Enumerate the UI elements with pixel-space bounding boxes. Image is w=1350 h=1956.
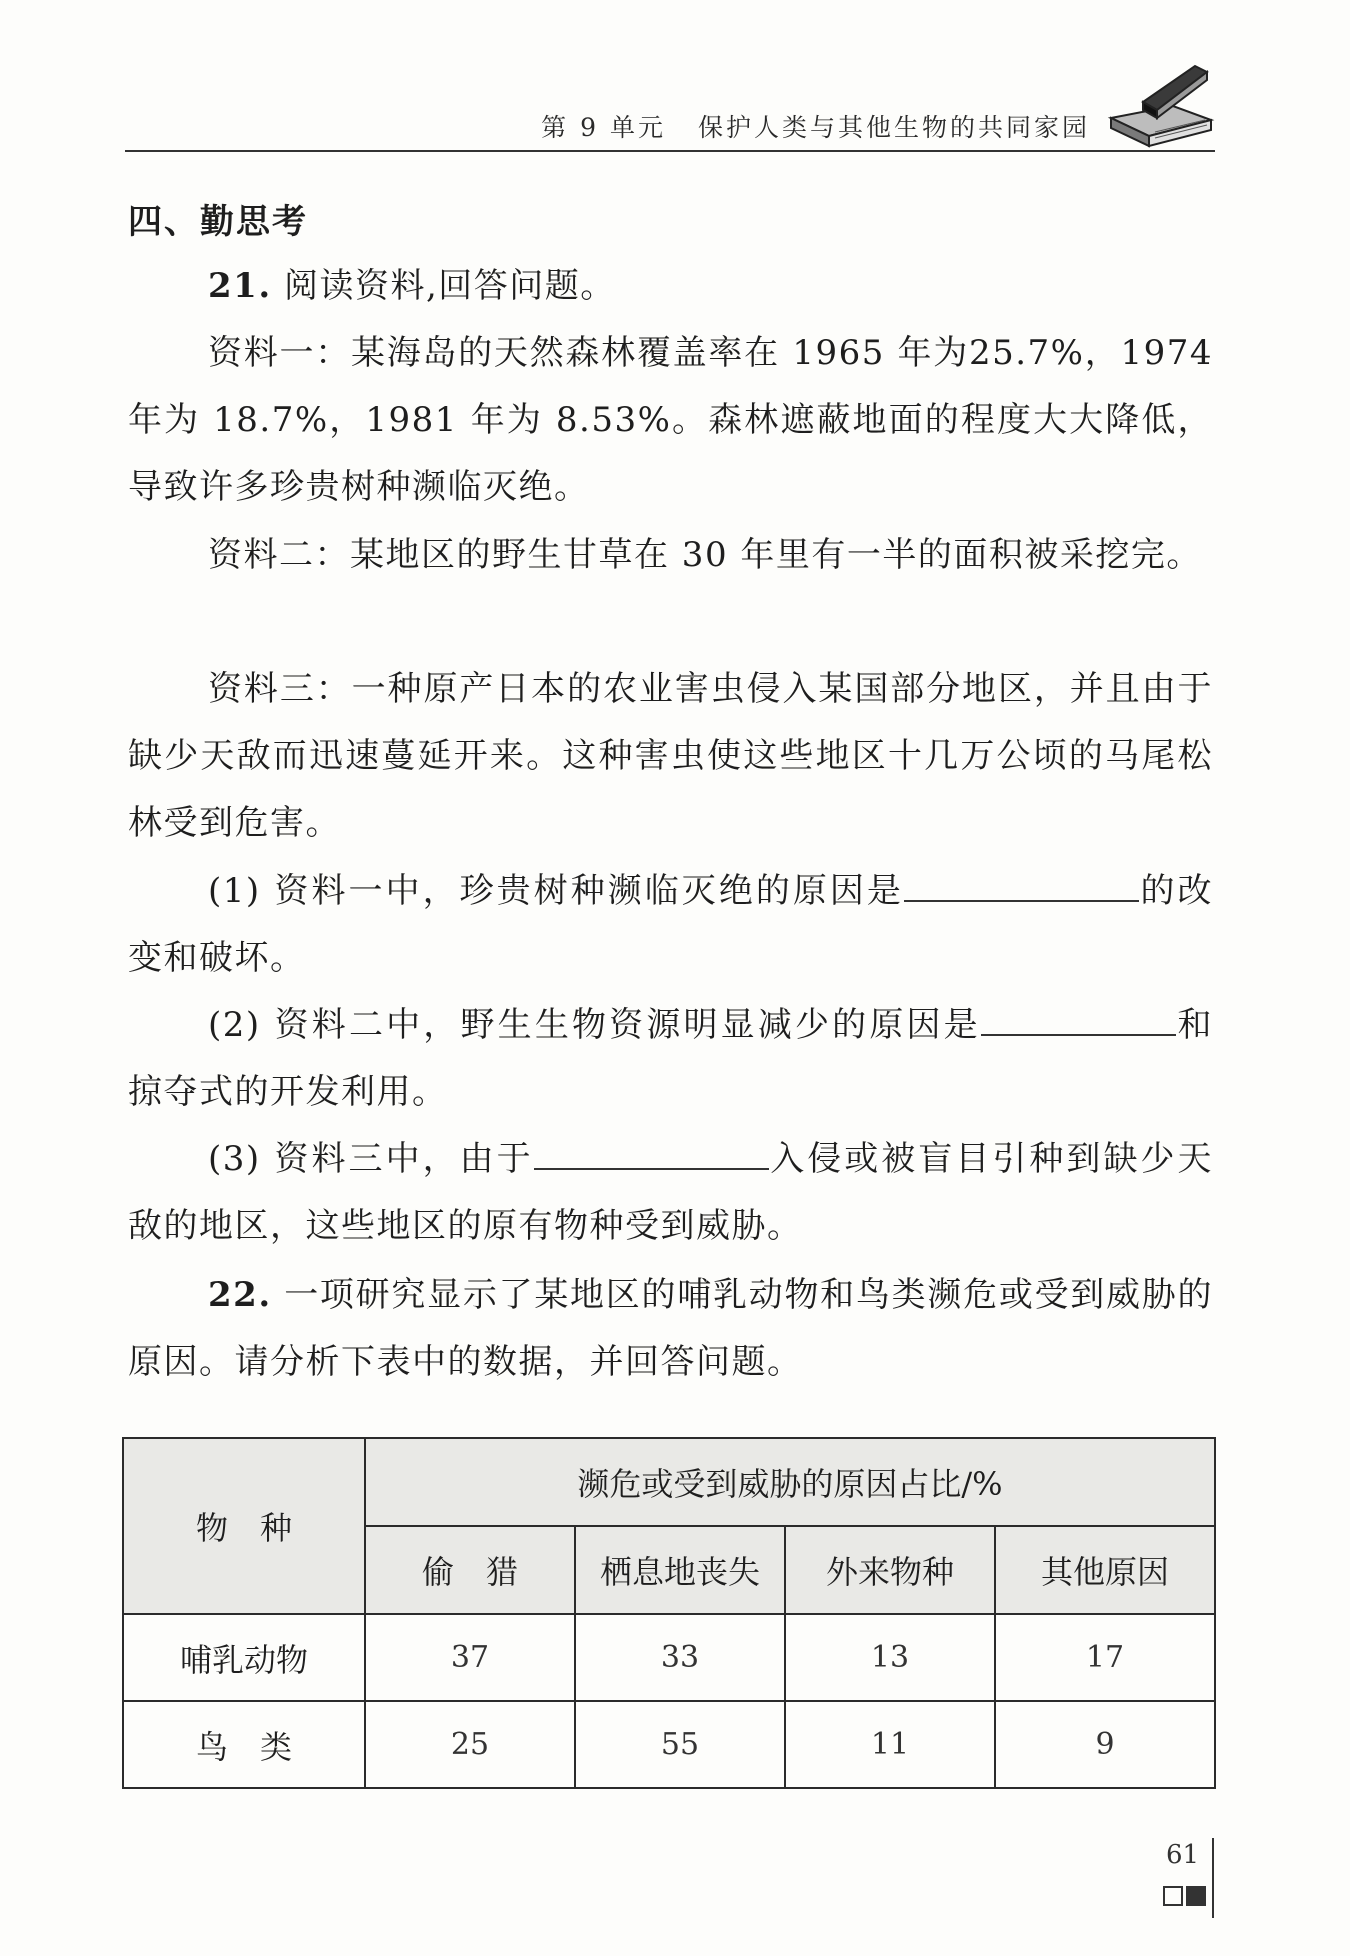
threat-cause-table (122, 1437, 1216, 1789)
table-col-header: 外来物种 (785, 1526, 995, 1614)
page-header (125, 98, 1215, 152)
table-cell: 17 (995, 1614, 1215, 1701)
table-col-header: 偷 猎 (365, 1526, 575, 1614)
table-cell: 13 (785, 1614, 995, 1701)
hollow-square-icon (1163, 1886, 1183, 1906)
table-species-header: 物 种 (123, 1438, 365, 1614)
row-label: 鸟 类 (123, 1701, 365, 1788)
q21-number: 21. (208, 266, 272, 306)
table-row (123, 1614, 1215, 1701)
table-cell: 11 (785, 1701, 995, 1788)
table-col-header: 栖息地丧失 (575, 1526, 785, 1614)
footer-divider (1212, 1838, 1214, 1918)
table-col-header: 其他原因 (995, 1526, 1215, 1614)
row-label: 哺乳动物 (123, 1614, 365, 1701)
header-title: 保护人类与其他生物的共同家园 (697, 113, 1090, 142)
page-number: 61 (1166, 1840, 1200, 1870)
q21-material-2: 资料二：某地区的野生甘草在 30 年里有一半的面积被采挖完。 (208, 535, 1202, 575)
q21-sub2-before: (2) 资料二中，野生生物资源明显减少的原因是 (208, 1005, 981, 1045)
q22-body: 一项研究显示了某地区的哺乳动物和鸟类濒危或受到威胁的原因。请分析下表中的数据，并回答问题。 (128, 1275, 1214, 1382)
table-group-header: 濒危或受到威胁的原因占比/% (365, 1438, 1215, 1526)
q21-sub-3 (128, 1126, 1213, 1260)
q21-sub3-after: 入侵或被盲目引种到缺少天敌的地区，这些地区的原有物种受到威胁。 (128, 1139, 1214, 1246)
header-text (541, 108, 1090, 144)
answer-blank-1[interactable] (904, 870, 1139, 902)
table-cell: 55 (575, 1701, 785, 1788)
q21-sub1-before: (1) 资料一中，珍贵树种濒临灭绝的原因是 (208, 871, 904, 911)
header-unit: 第 9 单元 (541, 113, 666, 142)
table-cell: 37 (365, 1614, 575, 1701)
q21-material-1: 资料一：某海岛的天然森林覆盖率在 1965 年为25.7%，1974 年为 18.7%，1981 年为 8.53%。森林遮蔽地面的程度大大降低，导致许多珍贵树种濒临灭绝。 (128, 333, 1213, 507)
book-stack-icon (1103, 58, 1215, 150)
filled-square-icon (1186, 1886, 1206, 1906)
table-cell: 33 (575, 1614, 785, 1701)
table-cell: 9 (995, 1701, 1215, 1788)
q21-material-3: 资料三：一种原产日本的农业害虫侵入某国部分地区，并且由于缺少天敌而迅速蔓延开来。这种害虫使这些地区十几万公顷的马尾松林受到危害。 (128, 669, 1213, 843)
q21-prompt-text: 阅读资料,回答问题。 (283, 266, 616, 306)
q22-number: 22. (208, 1275, 272, 1315)
table-cell: 25 (365, 1701, 575, 1788)
q21-prompt (128, 253, 1213, 320)
q21-sub-2 (128, 992, 1213, 1126)
q21-sub-1 (128, 858, 1213, 992)
answer-blank-3[interactable] (534, 1138, 769, 1170)
answer-blank-2[interactable] (981, 1004, 1176, 1036)
q22-text (128, 1262, 1213, 1396)
q21-sub1-after: 的改变和破坏。 (128, 871, 1214, 978)
section-title: 四、勤思考 (128, 202, 308, 242)
q21-sub2-after: 和掠夺式的开发利用。 (128, 1005, 1214, 1112)
q21-sub3-before: (3) 资料三中，由于 (208, 1139, 534, 1179)
table-row (123, 1701, 1215, 1788)
